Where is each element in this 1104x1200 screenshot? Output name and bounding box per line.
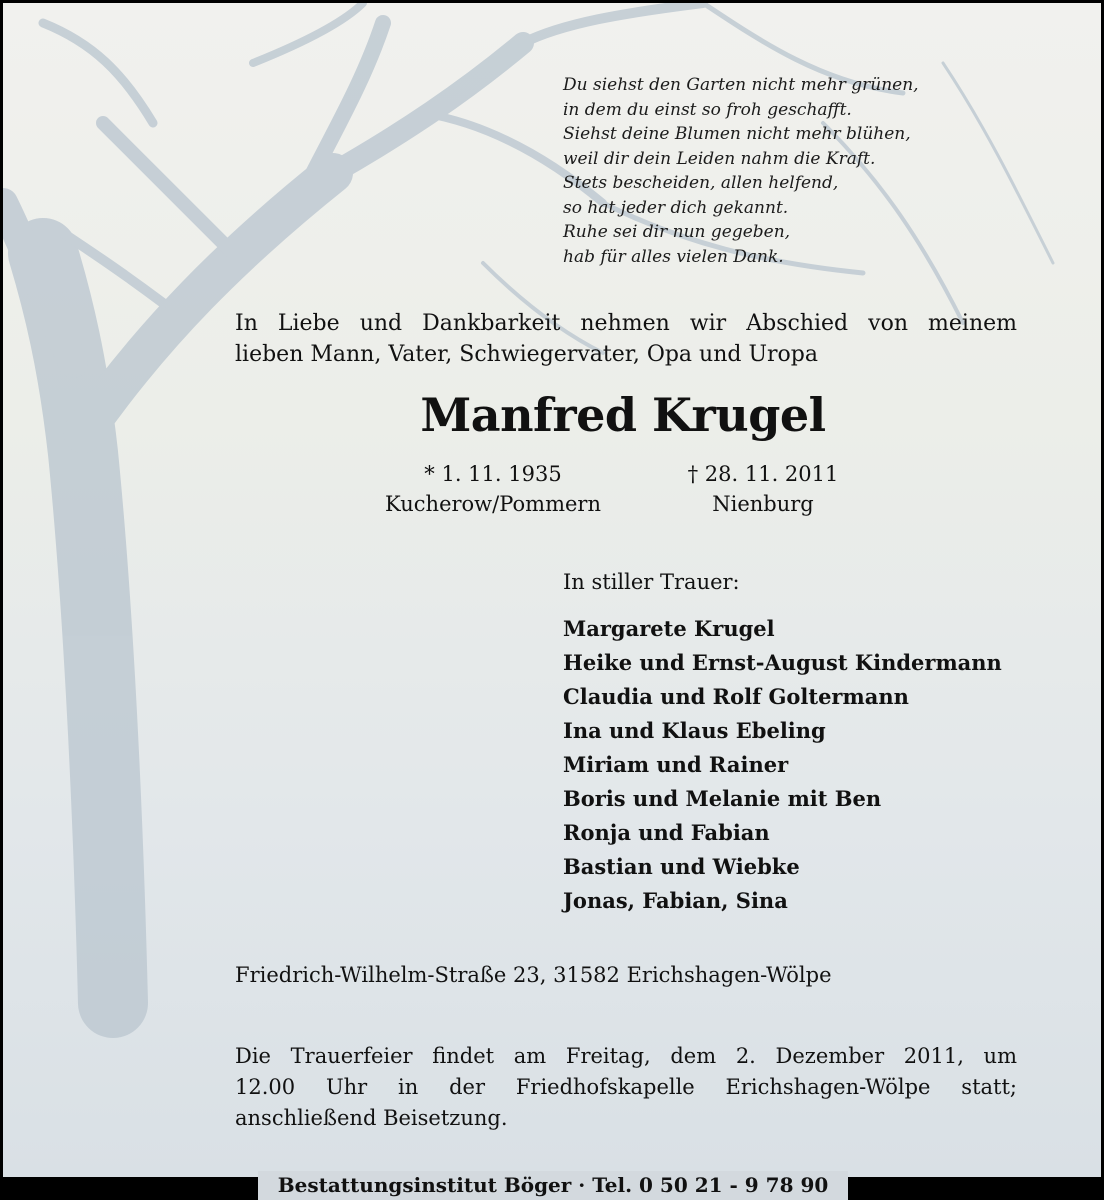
death-date: † 28. 11. 2011	[687, 462, 839, 486]
intro-line: In Liebe und Dankbarkeit nehmen wir Abschied von meinem	[235, 311, 1017, 336]
mourner-name: Ina und Klaus Ebeling	[563, 718, 826, 743]
death-place: Nienburg	[712, 492, 814, 516]
poem-line: hab für alles vielen Dank.	[563, 246, 784, 267]
birth-place: Kucherow/Pommern	[385, 492, 601, 516]
family-address: Friedrich-Wilhelm-Straße 23, 31582 Erichshagen-Wölpe	[235, 963, 832, 987]
poem-line: Du siehst den Garten nicht mehr grünen,	[563, 75, 919, 95]
mourner-name: Jonas, Fabian, Sina	[563, 888, 788, 913]
poem-line: so hat jeder dich gekannt.	[563, 197, 789, 218]
poem-line: in dem du einst so froh geschafft.	[563, 99, 852, 120]
mourner-name: Heike und Ernst-August Kindermann	[563, 650, 1002, 675]
birth-date: * 1. 11. 1935	[424, 462, 562, 486]
mourners-list	[563, 612, 1002, 918]
poem-line: Ruhe sei dir nun gegeben,	[563, 222, 791, 242]
poem-line: weil dir dein Leiden nahm die Kraft.	[563, 148, 876, 169]
mourning-label: In stiller Trauer:	[563, 570, 740, 594]
ceremony-line: 12.00 Uhr in der Friedhofskapelle Erichshagen-Wölpe statt;	[235, 1075, 1017, 1099]
ceremony-line: Die Trauerfeier findet am Freitag, dem 2. Dezember 2011, um	[235, 1044, 1017, 1068]
mourner-name: Miriam und Rainer	[563, 752, 789, 777]
farewell-intro	[235, 308, 1017, 370]
poem-line: Siehst deine Blumen nicht mehr blühen,	[563, 124, 911, 144]
mourner-name: Boris und Melanie mit Ben	[563, 786, 882, 811]
mourner-name: Claudia und Rolf Goltermann	[563, 684, 909, 709]
deceased-name: Manfred Krugel	[420, 388, 826, 442]
mourner-name: Bastian und Wiebke	[563, 854, 800, 879]
intro-line: lieben Mann, Vater, Schwiegervater, Opa und Uropa	[235, 342, 818, 367]
birth-info	[358, 459, 628, 519]
tree-silhouette-background	[3, 3, 1101, 1177]
mourner-name: Ronja und Fabian	[563, 820, 770, 845]
mourner-name: Margarete Krugel	[563, 616, 775, 641]
ceremony-line: anschließend Beisetzung.	[235, 1106, 508, 1130]
ceremony-notice	[235, 1041, 1017, 1134]
death-info	[663, 459, 863, 519]
funeral-home-footer: Bestattungsinstitut Böger · Tel. 0 50 21 - 9 78 90	[258, 1171, 848, 1200]
poem-line: Stets bescheiden, allen helfend,	[563, 173, 839, 193]
poem	[563, 73, 919, 269]
